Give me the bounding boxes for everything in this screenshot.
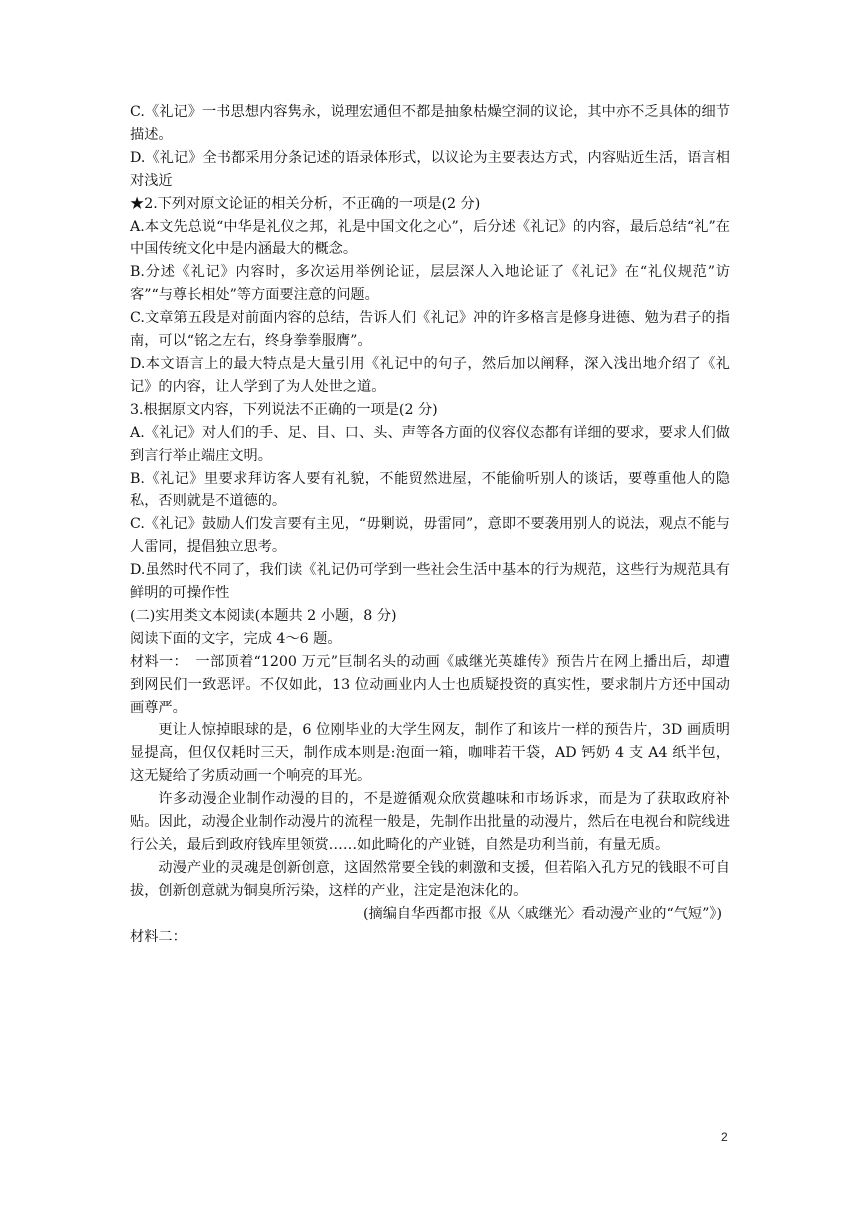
section-heading: (二)实用类文本阅读(本题共 2 小题，8 分) [130, 607, 397, 624]
q2-option-b: B.分述《礼记》内容时，多次运用举例论证，层层深人入地论证了《礼记》在“礼仪规范”访客”“与尊长相处”等方面要注意的问题。 [130, 264, 730, 304]
reading-instruction: 阅读下面的文字，完成 4～6 题。 [130, 630, 342, 647]
q3-option-c: C.《礼记》鼓励人们发言要有主见，“毋剿说，毋雷同”，意即不要袭用别人的说法，观点不能与人雷同，提倡独立思考。 [130, 516, 730, 556]
source-citation: (摘编自华西都市报《从〈戚继光〉看动漫产业的“气短”》) [363, 905, 722, 922]
page-number: 2 [721, 1130, 728, 1144]
option-d-paragraph: D.《礼记》全书都采用分条记述的语录体形式，以议论为主要表达方式，内容贴近生活，语言相对浅近 [130, 149, 730, 189]
option-c-paragraph: C.《礼记》一书思想内容隽永，说理宏通但不都是抽象枯燥空洞的议论，其中亦不乏具体的细节描述。 [130, 104, 730, 143]
q3-option-b: B.《礼记》里要求拜访客人要有礼貌，不能贸然进屋，不能偷听别人的谈话，要尊重他人的隐私，否则就是不道德的。 [130, 470, 730, 510]
q3-option-d: D.虽然时代不同了，我们读《礼记仍可学到一些社会生活中基本的行为规范，这些行为规范具有鲜明的可操作性 [130, 562, 730, 602]
material-two-label: 材料二： [130, 928, 187, 945]
q2-option-a: A.本文先总说“中华是礼仪之邦，礼是中国文化之心”，后分述《礼记》的内容，最后总结“礼”在中国传统文化中是内涵最大的概念。 [130, 218, 730, 258]
material-one-paragraph-4: 动漫产业的灵魂是创新创意，这固然常要全钱的刺激和支援，但若陷入孔方兄的钱眼不可自拔，创新创意就为铜臭所污染，这样的产业，注定是泡沫化的。 [130, 859, 730, 899]
material-one-paragraph-3: 许多动漫企业制作动漫的目的，不是遊循观众欣赏趣味和市场诉求，而是为了获取政府补贴。因此，动漫企业制作动漫片的流程一般是，先制作出批量的动漫片，然后在电视台和院线进行公关，最后到政府钱库里领赏……如此畸化的产业链，自然是功利当前，有量无质。 [130, 791, 730, 853]
q2-option-d: D.本文语言上的最大特点是大量引用《礼记中的句子，然后加以阐释，深入浅出地介绍了《礼记》的内容，让人学到了为人处世之道。 [130, 355, 730, 395]
material-one-paragraph: 材料一： 一部顶着“1200 万元”巨制名头的动画《戚继光英雄传》预告片在网上播出后，却遭到网民们一致恶评。不仅如此，13 位动画业内人士也质疑投资的真实性，要求制片方还中国动画尊严。 [130, 653, 730, 716]
material-one-paragraph-2: 更让人惊掉眼球的是，6 位刚毕业的大学生网友，制作了和该片一样的预告片，3D 画质明显提高，但仅仅耗时三天，制作成本则是:泡面一箱，咖啡若干袋，AD 钙奶 4 支 A4 纸半包，这无疑给了劣质动画一个响亮的耳光。 [130, 722, 730, 785]
q2-option-c: C.文章第五段是对前面内容的总结，告诉人们《礼记》冲的许多格言是修身进德、勉为君子的指南，可以“铭之左右，终身拳拳服膺”。 [130, 310, 730, 350]
question-2-stem: ★2.下列对原文论证的相关分析，不正确的一项是(2 分) [130, 195, 481, 212]
document-body [130, 101, 730, 949]
q3-option-a: A.《礼记》对人们的手、足、目、口、头、声等各方面的仪容仪态都有详细的要求，要求人们做到言行举止端庄文明。 [130, 424, 730, 464]
question-3-stem: 3.根据原文内容，下列说法不正确的一项是(2 分) [130, 401, 438, 418]
